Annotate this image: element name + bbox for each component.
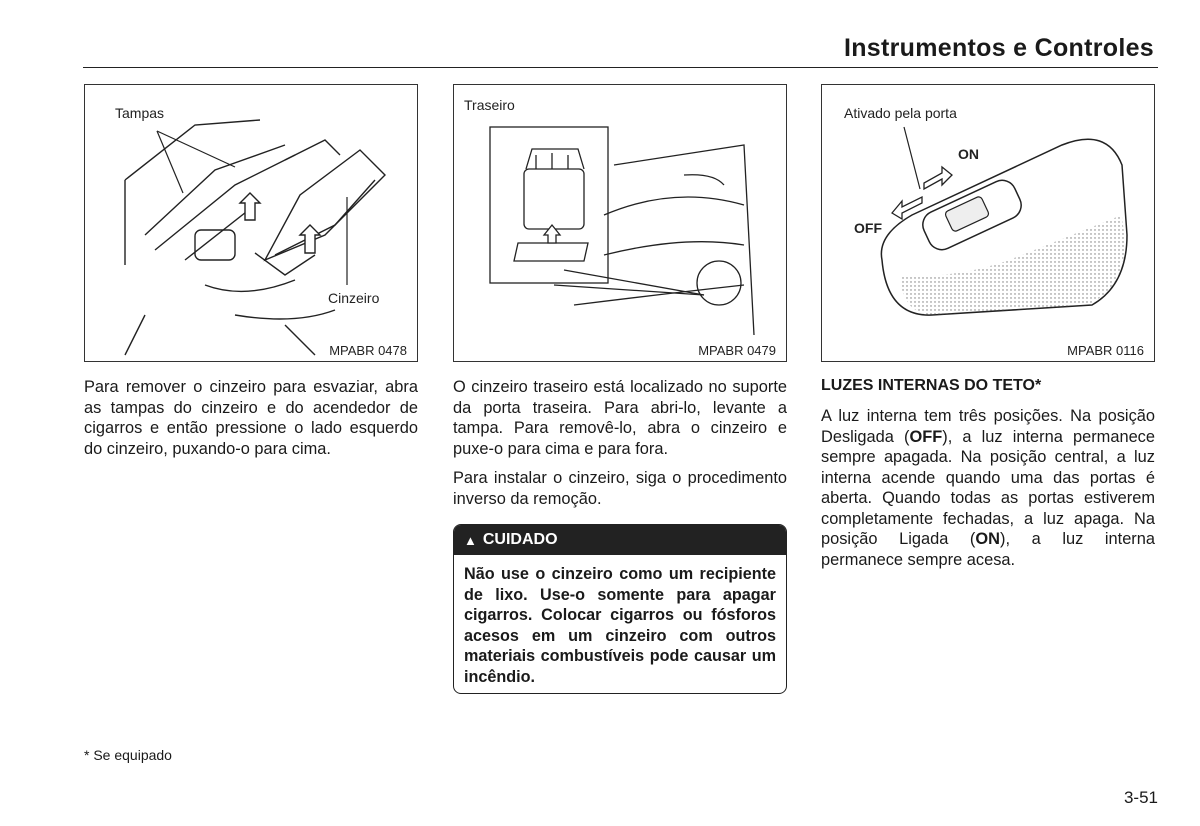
warning-triangle-icon: ▲ — [464, 532, 477, 548]
caution-header — [454, 525, 786, 555]
page-number: 3-51 — [1123, 788, 1158, 807]
off-term: OFF — [909, 427, 943, 446]
rear-ashtray-illustration — [454, 85, 788, 363]
text-part: ), a luz interna permanece sempre apagada. Na posição central, a luz interna acende quando uma das portas é aberta. Quando todas as portas estiverem completamente fechadas, a luz apaga. Na posição Ligada ( — [821, 427, 1155, 548]
figure-code: MPABR 0116 — [1067, 343, 1144, 358]
rear-ashtray-paragraph: O cinzeiro traseiro está localizado no suporte da porta traseira. Para abri-lo, levante a tampa. Para removê-lo, abra o cinzeiro e puxe-o para cima e para fora. — [453, 378, 787, 458]
text-part: A luz interna tem três posições. Na posição Desligada ( — [821, 407, 1155, 446]
caution-box — [453, 524, 787, 694]
label-rear: Traseiro — [464, 97, 515, 113]
label-door-activated: Ativado pela porta — [844, 105, 957, 121]
figure-rear-ashtray — [453, 84, 787, 362]
label-on: ON — [958, 146, 979, 162]
figure-code: MPABR 0478 — [329, 343, 407, 358]
section-heading: LUZES INTERNAS DO TETO* — [821, 377, 1042, 394]
label-off: OFF — [854, 220, 882, 236]
front-ashtray-illustration — [85, 85, 419, 363]
footnote: * Se equipado — [84, 747, 172, 763]
caution-text: Não use o cinzeiro como um recipiente de lixo. Use-o somente para apagar cigarros. Colocar cigarros ou fósforos acesos em um cinzeiro com outros materiais combustíveis pode causar um incêndio. — [464, 565, 776, 686]
ceiling-light-paragraph — [821, 406, 1155, 570]
install-paragraph: Para instalar o cinzeiro, siga o procedimento inverso da remoção. — [453, 469, 787, 508]
text-part: ), a luz interna permanece sempre acesa. — [821, 530, 1156, 569]
title-rule — [83, 67, 1158, 68]
section-title: Instrumentos e Controles — [843, 34, 1154, 62]
figure-ceiling-light — [821, 84, 1155, 362]
on-term: ON — [975, 530, 1000, 548]
label-lids: Tampas — [115, 105, 165, 121]
caution-title: CUIDADO — [482, 531, 558, 548]
front-ashtray-paragraph: Para remover o cinzeiro para esvaziar, abra as tampas do cinzeiro e do acendedor de cigarros e então pressione o lado esquerdo do cinzeiro, puxando-o para cima. — [84, 378, 418, 458]
figure-front-ashtray — [84, 84, 418, 362]
figure-code: MPABR 0479 — [698, 343, 776, 358]
label-ashtray: Cinzeiro — [328, 290, 380, 306]
